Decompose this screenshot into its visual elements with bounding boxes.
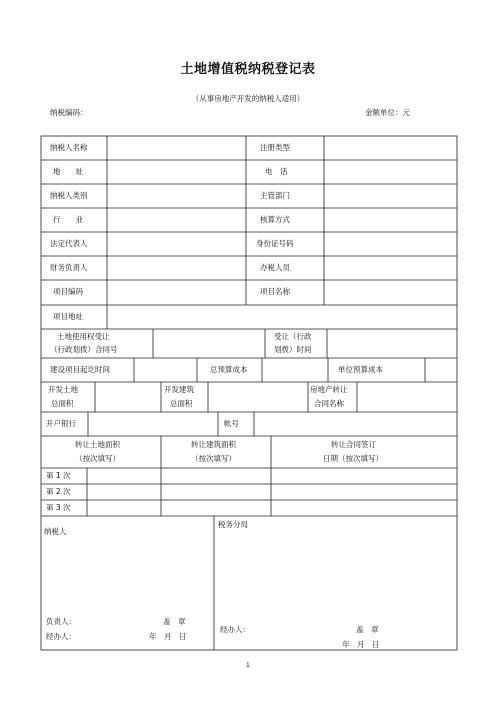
form-subtitle: （从事房地产开发的纳税人适用） — [191, 94, 305, 103]
col-transfer-build-l2: （按次填写） — [191, 454, 236, 463]
taxpayer-code-label: 纳税编码： — [50, 108, 88, 117]
label-taxpayer-category: 纳税人类别 — [50, 191, 88, 200]
label-competent-dept: 主管部门 — [260, 191, 290, 200]
label-id-number: 身份证号码 — [256, 239, 294, 248]
transfer-row-2: 第 2 次 — [46, 487, 71, 496]
label-phone: 电 话 — [265, 167, 288, 176]
col-transfer-date-l2: 日期（按次填写） — [323, 454, 383, 463]
transfer-row-3: 第 3 次 — [46, 503, 71, 512]
seal-left: 盖 章 — [163, 617, 186, 626]
page-number: 1 — [246, 662, 250, 669]
label-transfer-time-l1: 受让（行政 — [274, 332, 312, 341]
label-project-name: 项目名称 — [260, 287, 290, 296]
label-project-address: 项目地址 — [53, 312, 83, 321]
label-transfer-contract-l1: 房地产转让 — [310, 385, 348, 394]
label-industry: 行 业 — [53, 215, 83, 224]
col-transfer-land-l2: （按次填写） — [75, 454, 120, 463]
label-finance-head: 财务负责人 — [50, 263, 88, 272]
label-reg-type: 注册类型 — [260, 143, 290, 152]
label-dev-land-l1: 开发土地 — [48, 385, 78, 394]
label-dev-build-l2: 总面积 — [170, 399, 193, 408]
label-bank: 开户银行 — [46, 419, 76, 428]
label-operator-right: 经办人： — [220, 625, 250, 634]
form-title: 土地增值税纳税登记表 — [180, 62, 316, 77]
label-tax-bureau: 税务分局 — [218, 520, 248, 529]
label-dev-build-l1: 开发建筑 — [164, 385, 194, 394]
label-account: 帐号 — [224, 419, 239, 428]
label-taxpayer-signature: 纳税人 — [44, 527, 67, 536]
label-dev-land-l2: 总面积 — [51, 399, 74, 408]
col-transfer-land-l1: 转让土地面积 — [75, 440, 120, 449]
col-transfer-build-l1: 转让建筑面积 — [191, 440, 236, 449]
date-left: 年 月 日 — [149, 632, 187, 641]
label-land-contract-l1: 土地使用权受让 — [57, 332, 110, 341]
date-right: 年 月 日 — [342, 640, 380, 649]
label-total-budget: 总预算成本 — [210, 365, 248, 374]
label-transfer-time-l2: 划拨）时间 — [274, 345, 312, 354]
label-construction-period: 建设项目起讫时间 — [50, 365, 110, 374]
label-address: 地 址 — [53, 167, 83, 176]
col-transfer-date-l1: 转让合同签订 — [331, 440, 376, 449]
label-land-contract-l2: （行政划拨）合同号 — [50, 345, 118, 354]
label-handler: 办税人员 — [260, 263, 290, 272]
label-transfer-contract-l2: 合同名称 — [314, 399, 344, 408]
label-unit-budget: 单位预算成本 — [338, 365, 383, 374]
seal-right: 盖 章 — [356, 625, 379, 634]
transfer-row-1: 第 1 次 — [46, 471, 71, 480]
label-legal-rep: 法定代表人 — [50, 239, 88, 248]
label-responsible: 负责人： — [46, 617, 76, 626]
label-taxpayer-name: 纳税人名称 — [50, 143, 88, 152]
label-operator-left: 经办人： — [46, 632, 76, 641]
amount-unit-label: 金额单位：元 — [365, 108, 410, 117]
label-project-code: 项目编码 — [53, 287, 83, 296]
label-accounting-method: 核算方式 — [260, 215, 290, 224]
